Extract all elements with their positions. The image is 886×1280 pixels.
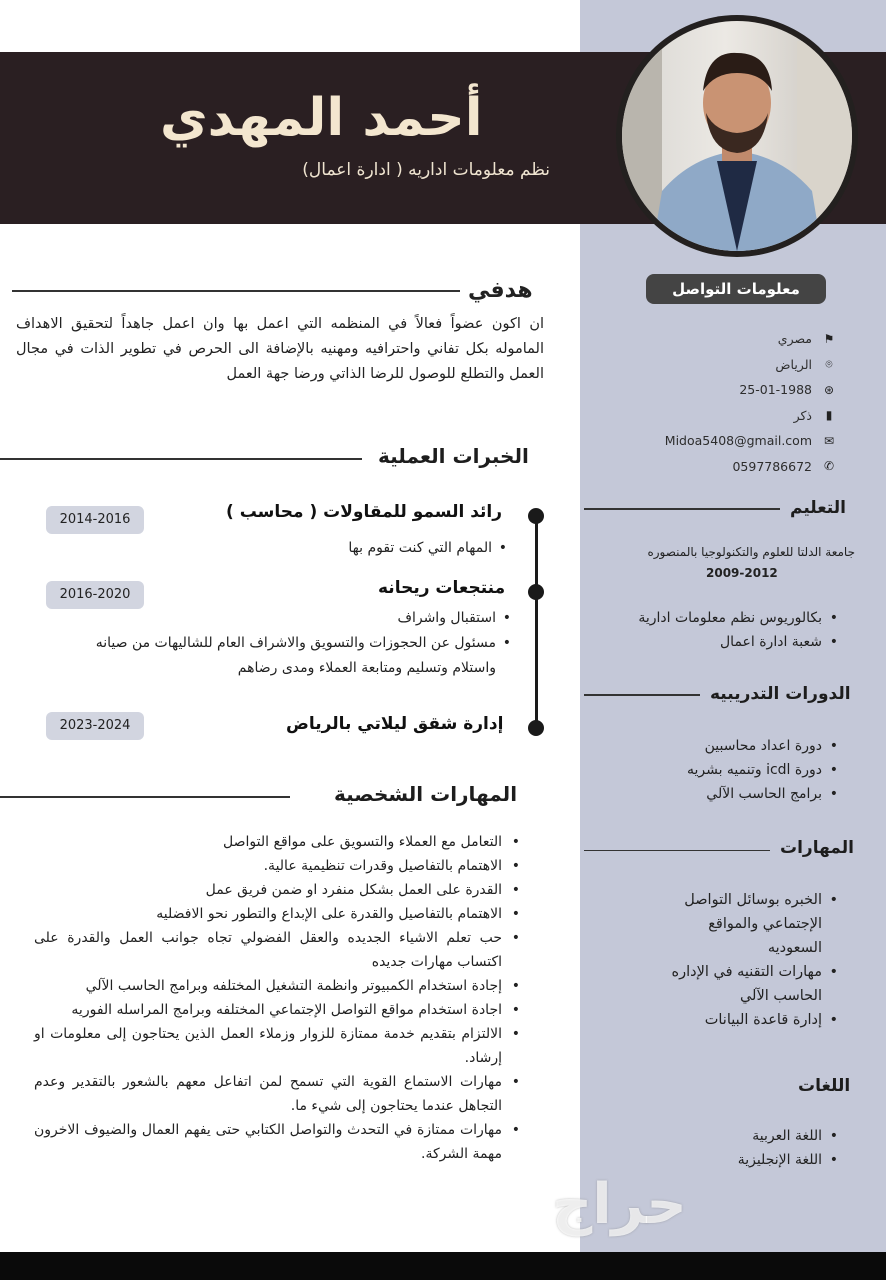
skills-list <box>650 888 840 1032</box>
timeline-dot <box>528 720 544 736</box>
person-portrait-icon <box>622 21 852 251</box>
languages-list <box>700 1124 840 1172</box>
list-item: • إدارة قاعدة البيانات <box>650 1008 840 1032</box>
birthday-icon: ⊛ <box>823 382 835 397</box>
contact-list <box>600 326 840 479</box>
contact-city: ⌾ الرياض <box>600 352 840 378</box>
list-item: • الاهتمام بالتفاصيل والقدرة على الإبداع والتطور نحو الافضليه <box>34 902 524 926</box>
job-3-title: إدارة شقق ليلاتي بالرياض <box>286 714 504 734</box>
profile-photo <box>616 15 858 257</box>
education-rule <box>584 508 780 510</box>
phone-icon: ✆ <box>823 459 835 474</box>
list-item: • دورة اعداد محاسبين <box>620 734 840 758</box>
contact-gender: ▮ ذكر <box>600 403 840 429</box>
contact-phone[interactable]: ✆ 0597786672 <box>600 454 840 480</box>
email-icon: ✉ <box>823 433 835 448</box>
experience-timeline <box>535 512 538 730</box>
job-2-period: 2016-2020 <box>46 581 144 609</box>
list-item: • الاهتمام بالتفاصيل وقدرات تنظيمية عالية. <box>34 854 524 878</box>
job-1-title: رائد السمو للمقاولات ( محاسب ) <box>226 502 503 522</box>
courses-heading: الدورات التدريبيه <box>710 684 851 704</box>
list-item: • إجادة استخدام الكمبيوتر وانظمة التشغيل المختلفه وبرامج الحاسب الآلي <box>34 974 524 998</box>
job-2-tasks <box>60 606 514 681</box>
location-pin-icon: ⌾ <box>825 356 833 371</box>
job-3-period: 2023-2024 <box>46 712 144 740</box>
personal-skills-heading: المهارات الشخصية <box>334 782 518 806</box>
job-1-tasks <box>300 536 510 561</box>
person-name: أحمد المهدي <box>160 88 483 148</box>
list-item: • اللغة العربية <box>700 1124 840 1148</box>
objective-heading: هدفي <box>468 278 533 303</box>
timeline-dot <box>528 584 544 600</box>
bottom-bar <box>0 1252 886 1280</box>
list-item: • المهام التي كنت تقوم بها <box>300 536 510 561</box>
list-item: • مسئول عن الحجوزات والتسويق والاشراف العام للشاليهات من صيانه واستلام وتسليم ومتابعة العملاء ومدى رضاهم <box>60 631 514 681</box>
gender-icon: ▮ <box>825 408 833 423</box>
contact-birthdate: ⊛ 25-01-1988 <box>600 377 840 403</box>
list-item: • مهارات ممتازة في التحدث والتواصل الكتابي حتى يفهم العمال والضيوف الاخرون مهمة الشركة. <box>34 1118 524 1166</box>
list-item: • الالتزام بتقديم خدمة ممتازة للزوار وزملاء العمل الذين يحتاجون إلى معلومات او إرشاد. <box>34 1022 524 1070</box>
list-item: • مهارات الاستماع القوية التي تسمح لمن اتفاعل معهم بالشعور بالتقدير وعدم التجاهل عندما يحتاجون إلى شيء ما. <box>34 1070 524 1118</box>
experience-rule <box>0 458 362 460</box>
courses-rule <box>584 694 700 696</box>
haraj-watermark: حراج <box>552 1172 687 1237</box>
skills-rule <box>584 850 770 851</box>
job-2-title: منتجعات ريحانه <box>378 578 506 598</box>
job-1-period: 2014-2016 <box>46 506 144 534</box>
list-item: • استقبال واشراف <box>60 606 514 631</box>
education-list <box>620 606 840 654</box>
list-item: • اللغة الإنجليزية <box>700 1148 840 1172</box>
education-school: جامعة الدلتا للعلوم والتكنولوجيا بالمنصوره <box>647 545 855 559</box>
list-item: • القدرة على العمل بشكل منفرد او ضمن فريق عمل <box>34 878 524 902</box>
education-heading: التعليم <box>790 498 846 518</box>
list-item: • برامج الحاسب الآلي <box>620 782 840 806</box>
personal-skills-rule <box>0 796 290 798</box>
job-title-subtitle: نظم معلومات اداريه ( ادارة اعمال) <box>302 160 550 180</box>
list-item: • الخبره بوسائل التواصل الإجتماعي والمواقع السعوديه <box>650 888 840 960</box>
flag-icon: ⚑ <box>823 331 835 346</box>
list-item: • بكالوريوس نظم معلومات ادارية <box>620 606 840 630</box>
education-years: 2009-2012 <box>706 566 778 580</box>
contact-email[interactable]: ✉ Midoa5408@gmail.com <box>600 428 840 454</box>
skills-heading: المهارات <box>780 838 854 858</box>
objective-text: ان اكون عضواً فعالاً في المنظمه التي اعمل بها وان اعمل جاهداً لتحقيق الاهداف الماموله بكل تفاني واحترافيه ومهنيه بالإضافة الى الحرص في تطوير الذات في مجال العمل والتطلع للوصول للرضا الذاتي ورضا جهة العمل <box>16 316 544 382</box>
list-item: • شعبة ادارة اعمال <box>620 630 840 654</box>
timeline-dot <box>528 508 544 524</box>
list-item: • مهارات التقنيه في الإداره الحاسب الآلي <box>650 960 840 1008</box>
objective-rule <box>12 290 460 292</box>
experience-heading: الخبرات العملية <box>378 444 529 468</box>
list-item: • اجادة استخدام مواقع التواصل الإجتماعي المختلفه وبرامج المراسله الفوريه <box>34 998 524 1022</box>
courses-list <box>620 734 840 806</box>
contact-nationality: ⚑ مصري <box>600 326 840 352</box>
languages-heading: اللغات <box>798 1076 851 1096</box>
list-item: • دورة icdl وتنميه بشريه <box>620 758 840 782</box>
personal-skills-list <box>34 830 524 1166</box>
list-item: • التعامل مع العملاء والتسويق على مواقع التواصل <box>34 830 524 854</box>
contact-heading: معلومات التواصل <box>646 274 826 304</box>
list-item: • حب تعلم الاشياء الجديده والعقل الفضولي تجاه جوانب العمل والقدرة على اكتساب مهارات جديده <box>34 926 524 974</box>
